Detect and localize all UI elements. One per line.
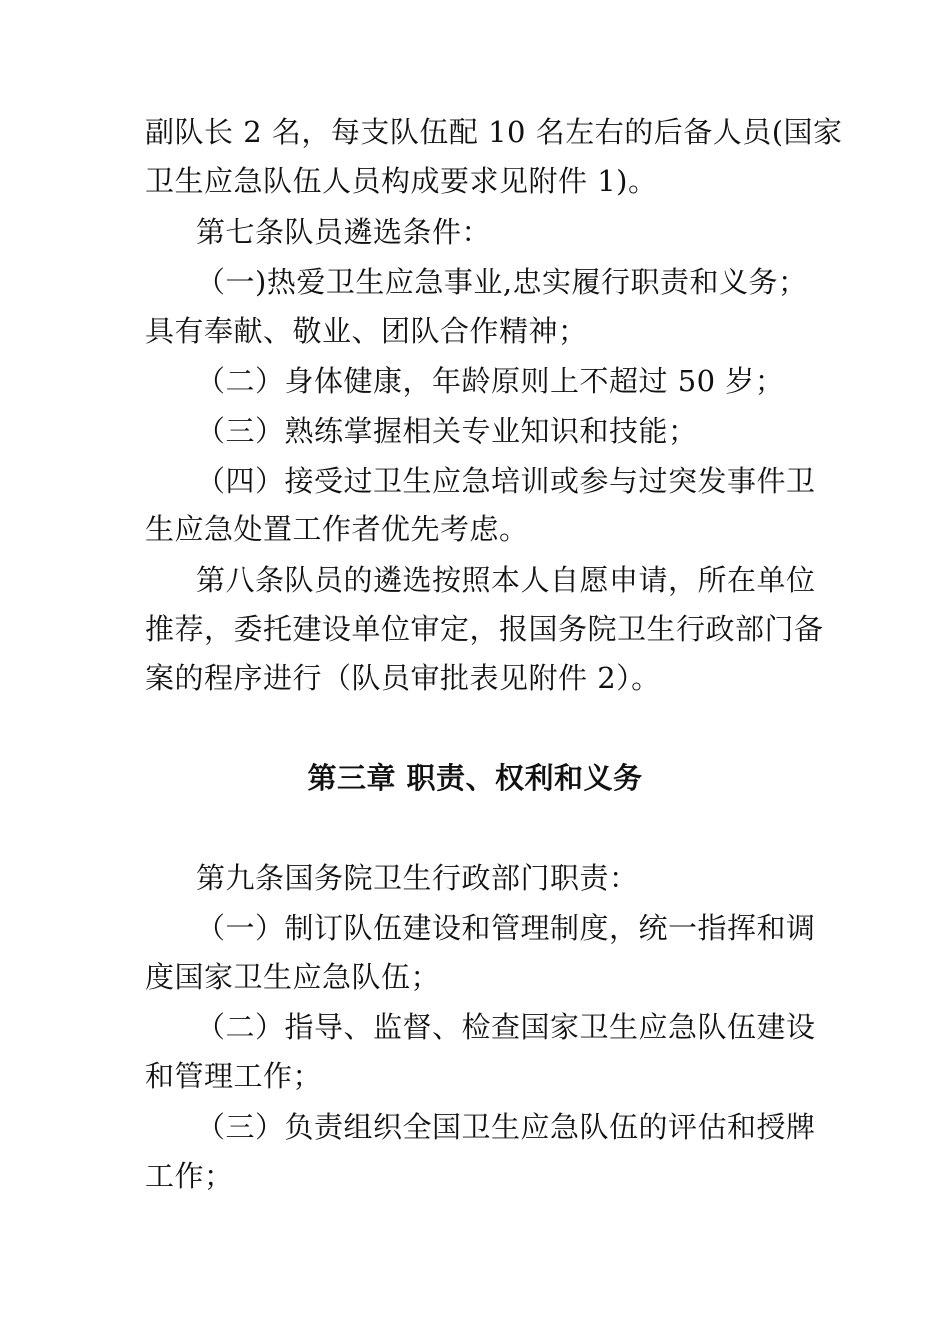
list-item: （一）制订队伍建设和管理制度，统一指挥和调 [196, 911, 816, 945]
paragraph-line: 副队长 2 名，每支队伍配 10 名左右的后备人员(国家 [145, 115, 843, 149]
list-item: （三）熟练掌握相关专业知识和技能； [196, 414, 698, 448]
chapter-heading: 第三章 职责、权利和义务 [307, 761, 643, 795]
paragraph-line: 推荐，委托建设单位审定，报国务院卫生行政部门备 [145, 612, 824, 646]
paragraph-line: 具有奉献、敬业、团队合作精神； [145, 314, 588, 348]
paragraph-line: 度国家卫生应急队伍； [145, 960, 441, 994]
list-item: （三）负责组织全国卫生应急队伍的评估和授牌 [196, 1110, 816, 1144]
article-9-title: 第九条国务院卫生行政部门职责： [196, 861, 639, 895]
article-7-title: 第七条队员遴选条件： [196, 215, 492, 249]
list-item: （二）身体健康，年龄原则上不超过 50 岁； [196, 364, 785, 398]
paragraph-line: 案的程序进行（队员审批表见附件 2）。 [145, 661, 661, 695]
list-item: （四）接受过卫生应急培训或参与过突发事件卫 [196, 464, 816, 498]
paragraph-line: 和管理工作； [145, 1059, 323, 1093]
article-8-title: 第八条队员的遴选按照本人自愿申请，所在单位 [196, 563, 816, 597]
paragraph-line: 卫生应急队伍人员构成要求见附件 1)。 [145, 164, 658, 198]
list-item: （二）指导、监督、检查国家卫生应急队伍建设 [196, 1010, 816, 1044]
paragraph-line: 生应急处置工作者优先考虑。 [145, 512, 529, 546]
list-item: （一)热爱卫生应急事业,忠实履行职责和义务； [196, 265, 808, 299]
paragraph-line: 工作； [145, 1159, 234, 1193]
